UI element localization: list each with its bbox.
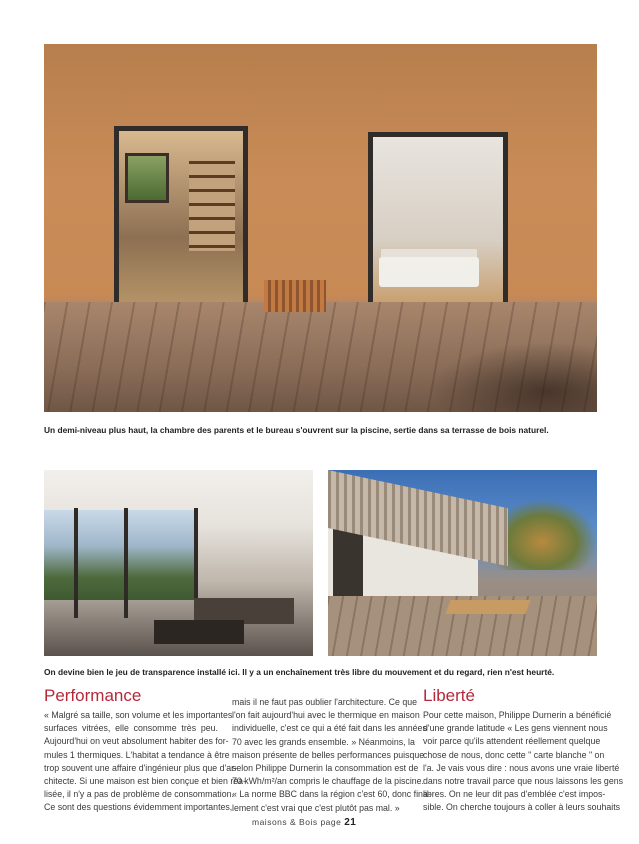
- text-line: Aujourd'hui on veut absolument habiter des for-: [44, 736, 229, 747]
- article-column-3: [423, 709, 624, 815]
- photo-living-room: [44, 470, 313, 656]
- text-line: mais il ne faut pas oublier l'architecture. Ce que: [232, 697, 418, 707]
- caption-middle: On devine bien le jeu de transparence installé ici. Il y a un enchaînement très libre du mouvement et du regard, rien n'est heurté.: [44, 667, 555, 677]
- text-line: trop souvent une affaire d'ingénieur plus que d'ar-: [44, 762, 237, 773]
- text-line: 70 kWh/m²/an compris le chauffage de la piscine.: [232, 776, 424, 787]
- photo-bookshelf: [189, 161, 235, 251]
- text-line: chose de nous, donc cette " carte blanche " on: [423, 749, 605, 760]
- heading-liberte: Liberté: [423, 686, 475, 705]
- footer-label: maisons & Bois page: [252, 817, 342, 827]
- photo-terrace-table: [445, 600, 530, 614]
- heading-performance: Performance: [44, 686, 142, 705]
- text-line: 70 avec les grands ensemble. » Néanmoins, la: [232, 736, 415, 747]
- photo-bedroom-opening: [368, 132, 508, 314]
- text-line: chitecte. Si une maison est bien conçue et bien réa-: [44, 776, 246, 787]
- photo-shadow: [427, 342, 597, 412]
- photo-office-opening: [114, 126, 248, 314]
- text-line: « Malgré sa taille, son volume et les importantes: [44, 710, 233, 720]
- text-line: selon Philippe Durnerin la consommation est de: [232, 763, 419, 774]
- text-line: voir parce qu'ils attendent réellement quelque: [423, 736, 601, 747]
- article-column-1: [44, 709, 246, 815]
- text-line: Pour cette maison, Philippe Durnerin a bénéficié: [423, 710, 612, 720]
- text-line: libres. On ne leur dit pas d'emblée c'est impos-: [423, 789, 606, 800]
- text-line: sible. On cherche toujours à coller à leurs souhaits: [423, 802, 621, 813]
- photo-window-frame: [124, 508, 128, 618]
- photo-window-frame: [74, 508, 78, 618]
- photo-coffee-table: [154, 620, 244, 644]
- page-footer: [252, 817, 356, 828]
- text-line: mules 1 thermiques. L'habitat a tendance à être: [44, 749, 230, 760]
- text-line: lisée, il n'y a pas de problème de consommation.: [44, 789, 234, 800]
- text-line: surfaces vitrées, elle consomme très peu.: [44, 723, 218, 734]
- text-line: lement c'est vrai que c'est plutôt pas mal. »: [232, 802, 400, 813]
- photo-bed: [379, 257, 479, 287]
- article-column-2: [232, 696, 431, 815]
- text-line: d'une grande latitude « Les gens viennent nous: [423, 723, 608, 734]
- text-line: maison présente de belles performances puisque: [232, 749, 425, 760]
- page-number: 21: [344, 817, 357, 828]
- text-line: Ce sont des questions évidemment importantes,: [44, 802, 233, 813]
- text-line: l'a. Je vais vous dire : nous avons une vraie liberté: [423, 762, 620, 773]
- photo-terrace-pergola: [328, 470, 597, 656]
- caption-top: Un demi-niveau plus haut, la chambre des parents et le bureau s'ouvrent sur la piscine, sertie dans sa terrasse de bois naturel.: [44, 425, 549, 435]
- text-line: « La norme BBC dans la région c'est 60, donc fina-: [232, 789, 431, 800]
- photo-bench: [264, 280, 326, 312]
- photo-terrace-house: [44, 44, 597, 412]
- photo-window-view: [44, 510, 194, 600]
- text-line: dans notre travail parce que nous laissons les gens: [423, 776, 624, 787]
- photo-office-window: [125, 153, 169, 203]
- text-line: individuelle, c'est ce qui a été fait dans les années: [232, 723, 427, 734]
- text-line: l'on fait aujourd'hui avec le thermique en maison: [232, 710, 420, 721]
